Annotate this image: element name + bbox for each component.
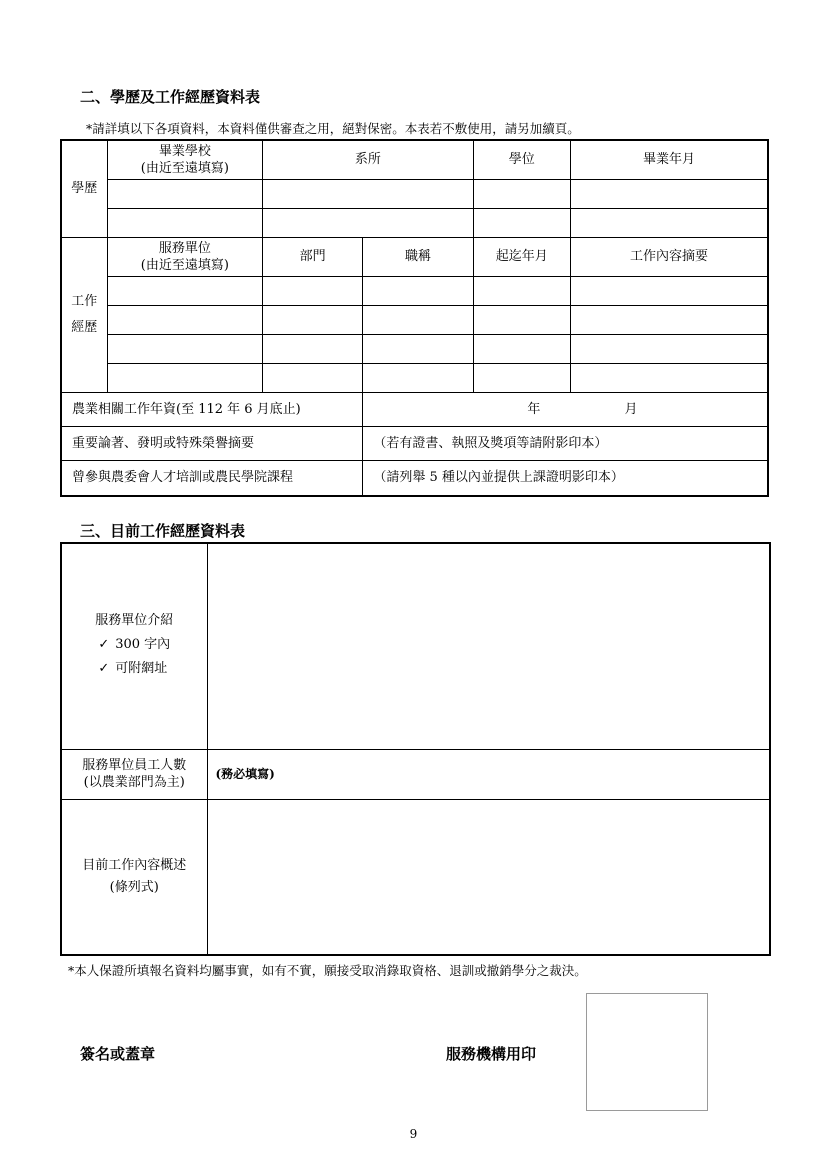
work-cell[interactable] xyxy=(263,363,363,392)
dept-header: 系所 xyxy=(263,140,474,179)
work-cell[interactable] xyxy=(570,363,768,392)
seniority-label: 農業相關工作年資(至 112 年 6 月底止) xyxy=(61,392,363,426)
education-work-table xyxy=(60,139,769,497)
work-cell[interactable] xyxy=(570,305,768,334)
work-label: 工作 經歷 xyxy=(61,237,107,392)
work-cell[interactable] xyxy=(570,334,768,363)
work-cell[interactable] xyxy=(363,363,473,392)
work-cell[interactable] xyxy=(363,334,473,363)
work-row xyxy=(61,334,768,363)
work-cell[interactable] xyxy=(107,305,262,334)
work-cell[interactable] xyxy=(570,276,768,305)
declaration: *本人保證所填報名資料均屬事實，如有不實，願接受取消錄取資格、退訓或撤銷學分之裁決。 xyxy=(68,963,587,978)
work-cell[interactable] xyxy=(473,276,570,305)
edu-cell-school[interactable] xyxy=(107,179,262,208)
seniority-month: 月 xyxy=(624,401,638,417)
work-cell[interactable] xyxy=(107,276,262,305)
work-cell[interactable] xyxy=(263,276,363,305)
job-title-header: 職稱 xyxy=(363,237,473,276)
work-cell[interactable] xyxy=(263,305,363,334)
section3-title: 三、目前工作經歷資料表 xyxy=(80,522,246,540)
edu-cell-school[interactable] xyxy=(107,208,262,237)
work-cell[interactable] xyxy=(473,305,570,334)
checkmark-icon: ✓ xyxy=(98,660,110,676)
section2-title: 二、學歷及工作經歷資料表 xyxy=(80,88,261,106)
staff-count-field[interactable] xyxy=(207,749,770,799)
edu-cell-dept[interactable] xyxy=(263,208,474,237)
job-desc-label: 目前工作內容概述 (條列式) xyxy=(61,799,207,955)
publications-label: 重要論著、發明或特殊榮譽摘要 xyxy=(61,426,363,460)
work-cell[interactable] xyxy=(107,334,262,363)
staff-count-label: 服務單位員工人數 (以農業部門為主) xyxy=(61,749,207,799)
seniority-value[interactable] xyxy=(363,392,768,426)
edu-cell-degree[interactable] xyxy=(473,179,570,208)
edu-cell-date[interactable] xyxy=(570,208,768,237)
courses-label: 曾參與農委會人才培訓或農民學院課程 xyxy=(61,460,363,496)
summary-header: 工作內容摘要 xyxy=(570,237,768,276)
period-header: 起迄年月 xyxy=(473,237,570,276)
edu-cell-date[interactable] xyxy=(570,179,768,208)
grad-date-header: 畢業年月 xyxy=(570,140,768,179)
work-row xyxy=(61,363,768,392)
job-desc-field[interactable] xyxy=(207,799,770,955)
work-cell[interactable] xyxy=(473,363,570,392)
current-work-table xyxy=(60,542,771,956)
work-cell[interactable] xyxy=(363,305,473,334)
work-row xyxy=(61,276,768,305)
work-cell[interactable] xyxy=(473,334,570,363)
education-label: 學歷 xyxy=(61,140,107,237)
unit-header: 服務單位 (由近至遠填寫) xyxy=(107,237,262,276)
unit-intro-label: 服務單位介紹 ✓ 300 字內 ✓ 可附網址 xyxy=(61,543,207,749)
section2-note: *請詳填以下各項資料，本資料僅供審查之用，絕對保密。本表若不敷使用，請另加續頁。 xyxy=(86,121,580,136)
org-stamp-label: 服務機構用印 xyxy=(446,1045,537,1063)
work-row xyxy=(61,305,768,334)
courses-hint[interactable]: （請列舉 5 種以內並提供上課證明影印本） xyxy=(363,460,768,496)
edu-cell-degree[interactable] xyxy=(473,208,570,237)
education-row xyxy=(61,179,768,208)
bullet-item: ✓ 可附網址 xyxy=(98,660,168,676)
school-header: 畢業學校 (由近至遠填寫) xyxy=(107,140,262,179)
page-number: 9 xyxy=(409,1127,418,1141)
edu-cell-dept[interactable] xyxy=(263,179,474,208)
stamp-box[interactable] xyxy=(586,993,708,1111)
signature-label: 簽名或蓋章 xyxy=(80,1045,156,1063)
education-row xyxy=(61,208,768,237)
work-cell[interactable] xyxy=(363,276,473,305)
work-cell[interactable] xyxy=(263,334,363,363)
checkmark-icon: ✓ xyxy=(98,636,110,652)
publications-hint[interactable]: （若有證書、執照及獎項等請附影印本） xyxy=(363,426,768,460)
unit-intro-field[interactable] xyxy=(207,543,770,749)
bullet-item: ✓ 300 字內 xyxy=(98,636,171,652)
work-dept-header: 部門 xyxy=(263,237,363,276)
seniority-year: 年 xyxy=(527,401,541,417)
work-cell[interactable] xyxy=(107,363,262,392)
required-note: (務必填寫) xyxy=(215,766,275,781)
degree-header: 學位 xyxy=(473,140,570,179)
